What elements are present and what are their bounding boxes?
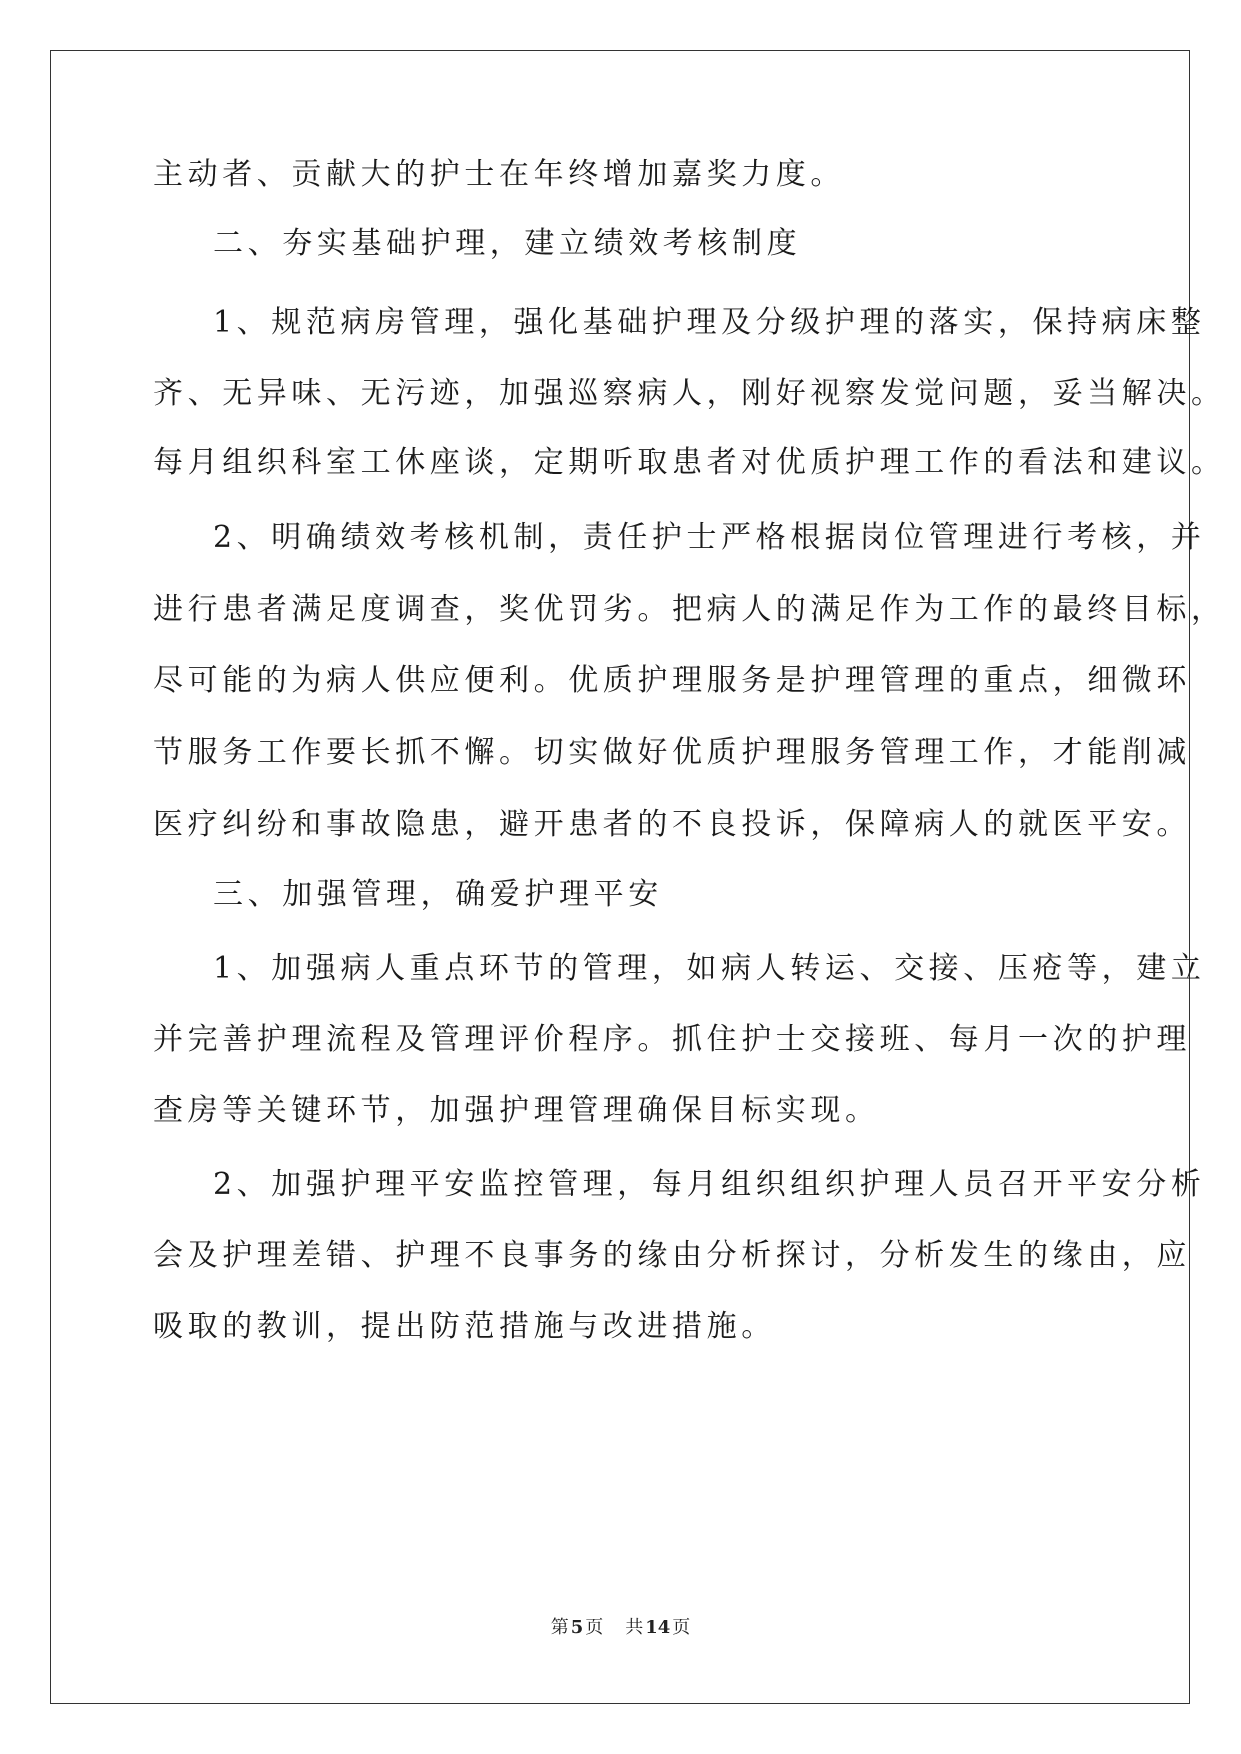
page-suffix: 页 [585,1617,604,1638]
paragraph-line: 齐、无异味、无污迹，加强巡察病人，刚好视察发觉问题，妥当解决。 [153,376,1226,411]
paragraph-line: 2、明确绩效考核机制，责任护士严格根据岗位管理进行考核，并 [213,520,1206,555]
paragraph-line: 2、加强护理平安监控管理，每月组织组织护理人员召开平安分析 [213,1167,1206,1202]
total-prefix: 共 [625,1617,644,1638]
current-page-number: 5 [570,1617,584,1638]
paragraph-line: 并完善护理流程及管理评价程序。抓住护士交接班、每月一次的护理 [153,1022,1191,1057]
section-heading: 三、加强管理，确爱护理平安 [213,877,663,912]
paragraph-line: 主动者、贡献大的护士在年终增加嘉奖力度。 [153,157,845,192]
paragraph-line: 医疗纠纷和事故隐患，避开患者的不良投诉，保障病人的就医平安。 [153,807,1191,842]
paragraph-line: 尽可能的为病人供应便利。优质护理服务是护理管理的重点，细微环 [153,663,1191,698]
paragraph-line: 每月组织科室工休座谈，定期听取患者对优质护理工作的看法和建议。 [153,445,1226,480]
total-page-count: 14 [645,1617,671,1638]
paragraph-line: 节服务工作要长抓不懈。切实做好优质护理服务管理工作，才能削减 [153,735,1191,770]
paragraph-line: 1、加强病人重点环节的管理，如病人转运、交接、压疮等，建立 [213,951,1206,986]
total-suffix: 页 [672,1617,691,1638]
page-prefix: 第 [550,1617,569,1638]
paragraph-line: 吸取的教训，提出防范措施与改进措施。 [153,1309,776,1344]
paragraph-line: 1、规范病房管理，强化基础护理及分级护理的落实，保持病床整 [213,305,1206,340]
paragraph-line: 查房等关键环节，加强护理管理确保目标实现。 [153,1093,880,1128]
paragraph-line: 会及护理差错、护理不良事务的缘由分析探讨，分析发生的缘由，应 [153,1238,1191,1273]
paragraph-line: 进行患者满足度调查，奖优罚劣。把病人的满足作为工作的最终目标， [153,592,1226,627]
section-heading: 二、夯实基础护理，建立绩效考核制度 [213,226,802,261]
page-footer [0,1616,1241,1640]
